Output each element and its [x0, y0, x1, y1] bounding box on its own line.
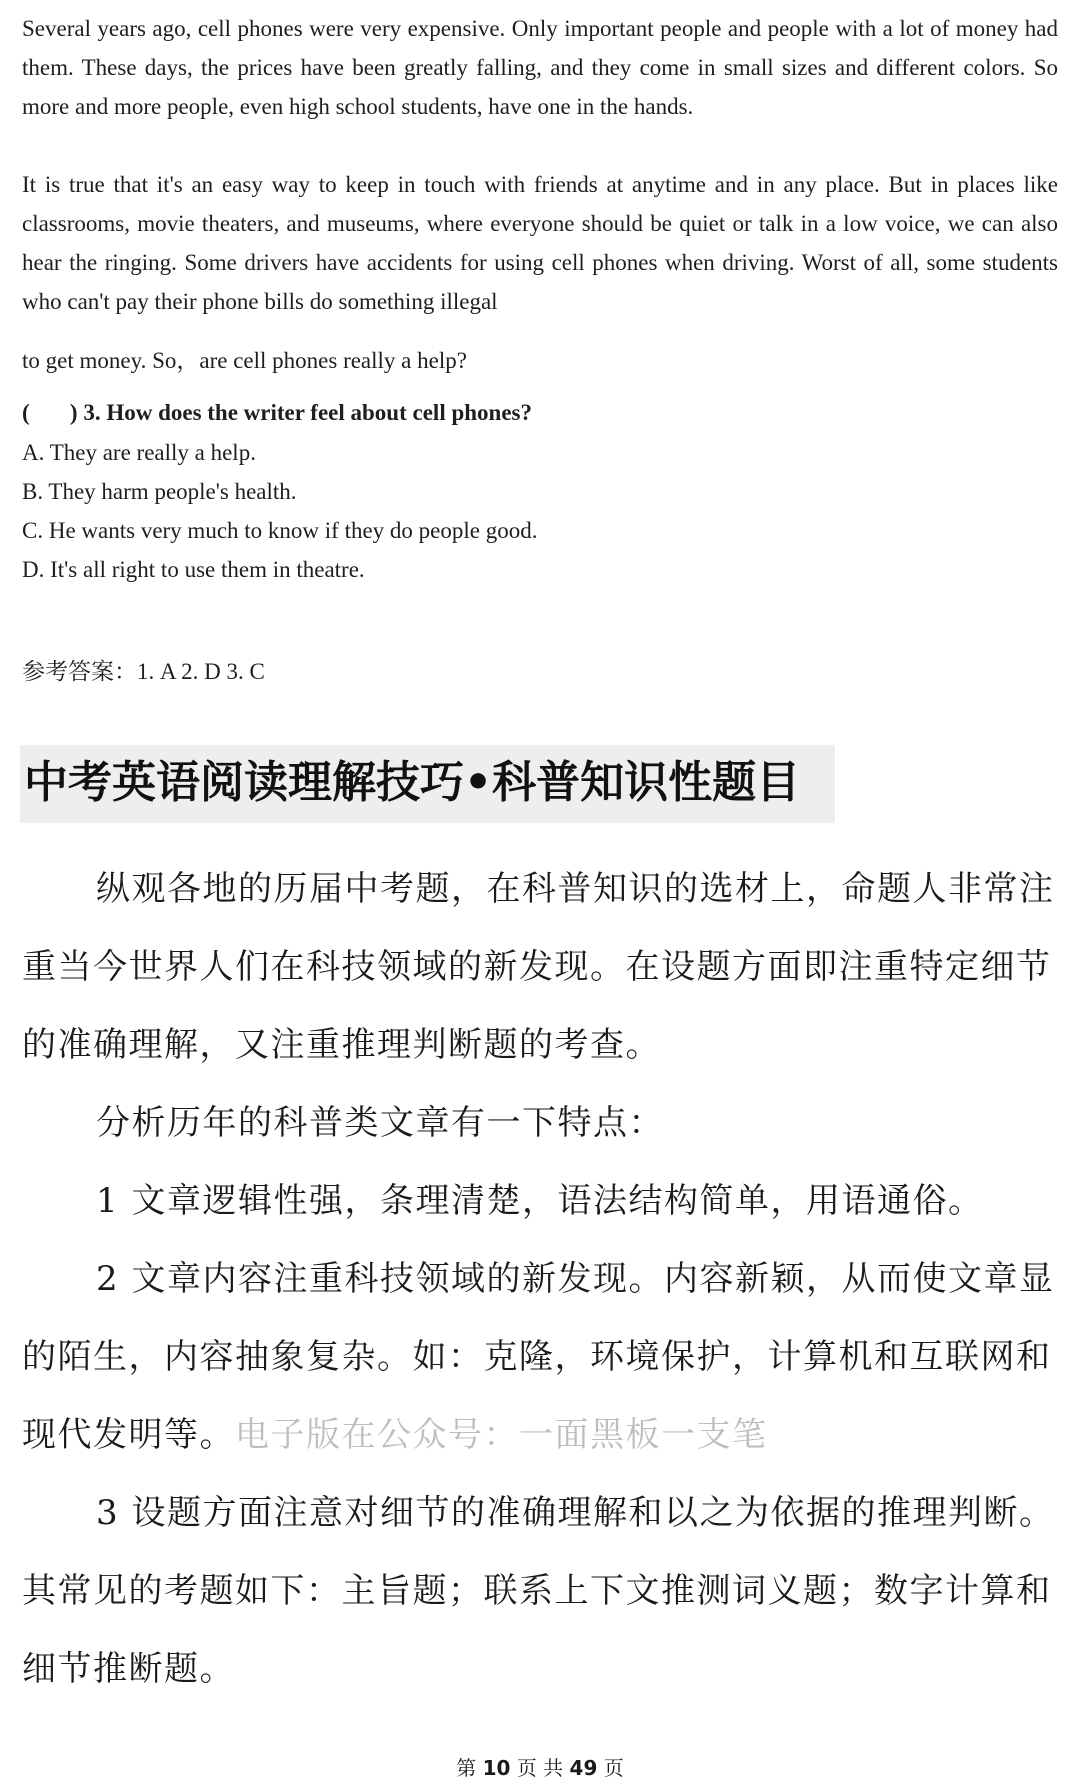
footer-prefix: 第 — [456, 1756, 477, 1780]
section-paragraph-4 — [22, 1240, 1062, 1474]
footer-middle: 页 共 — [516, 1756, 564, 1780]
section-paragraph-1 — [22, 850, 1062, 1084]
answer-key: 参考答案：1. A 2. D 3. C — [22, 659, 265, 684]
page-footer — [0, 1752, 1080, 1781]
section-paragraph-3-text: 1 文章逻辑性强，条理清楚，语法结构简单，用语通俗。 — [96, 1181, 984, 1221]
section-paragraph-5-text: 3 设题方面注意对细节的准确理解和以之为依据的推理判断。其常见的考题如下：主旨题；联系上下文推测词义题；数字计算和细节推断题。 — [22, 1493, 1055, 1689]
question-3: ( ) 3. How does the writer feel about cell phones? — [22, 400, 532, 425]
section-paragraph-1-text: 纵观各地的历届中考题，在科普知识的选材上，命题人非常注重当今世界人们在科技领域的新发现。在设题方面即注重特定细节的准确理解，又注重推理判断题的考查。 — [22, 869, 1055, 1065]
passage-paragraph-1: Several years ago, cell phones were very expensive. Only important people and people with a lot of money had them. These days, the prices have been greatly falling, and they come in small sizes and different colors. So more and more people, even high school students, have one in the hands. — [22, 16, 1058, 119]
footer-suffix: 页 — [603, 1756, 624, 1780]
section-paragraph-3 — [22, 1162, 1062, 1240]
section-heading: 中考英语阅读理解技巧•科普知识性题目 — [24, 757, 801, 808]
passage-paragraph-2: It is true that it's an easy way to keep in touch with friends at anytime and in any place. But in places like classrooms, movie theaters, and museums, where everyone should be quiet or talk in a low voice, we can also hear the ringing. Some drivers have accidents for using cell phones when driving. Worst of all, some students who can't pay their phone bills do something illegal — [22, 172, 1058, 314]
option-a: A. They are really a help. — [22, 440, 256, 465]
section-paragraph-2 — [22, 1084, 1062, 1162]
watermark-text: 电子版在公众号：一面黑板一支笔 — [235, 1415, 768, 1455]
option-c: C. He wants very much to know if they do people good. — [22, 518, 538, 543]
total-page-number: 49 — [569, 1756, 598, 1780]
section-paragraph-4-text: 2 文章内容注重科技领域的新发现。内容新颖，从而使文章显的陌生，内容抽象复杂。如：克隆，环境保护，计算机和互联网和现代发明等。 — [22, 1259, 1055, 1455]
passage-paragraph-2-end: to get money. So，are cell phones really a help? — [22, 348, 467, 373]
option-d: D. It's all right to use them in theatre. — [22, 557, 365, 582]
section-paragraph-2-text: 分析历年的科普类文章有一下特点： — [96, 1103, 664, 1143]
current-page-number: 10 — [482, 1756, 511, 1780]
option-b: B. They harm people's health. — [22, 479, 297, 504]
section-paragraph-5 — [22, 1474, 1062, 1708]
section-heading-box — [20, 745, 835, 823]
